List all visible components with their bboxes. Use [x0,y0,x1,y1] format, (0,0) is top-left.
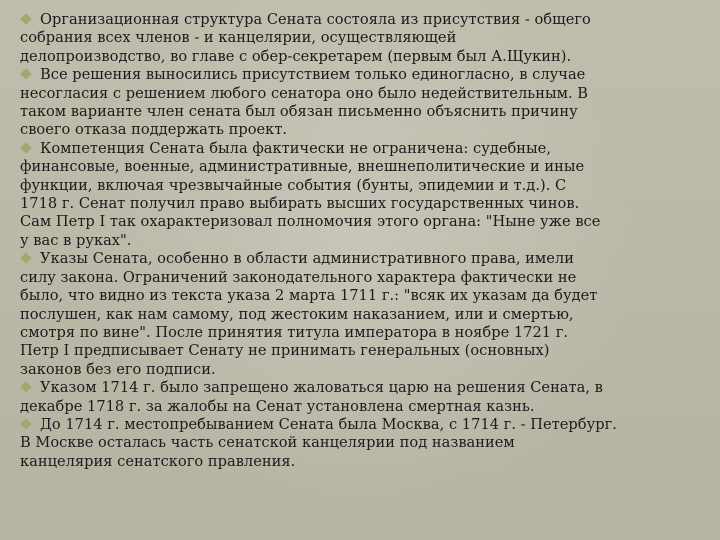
paragraph-line [20,140,704,158]
diamond-bullet-icon [20,69,31,80]
paragraph-text: Компетенция Сената была фактически не ограничена: судебные, [40,139,551,157]
diamond-bullet-icon [20,142,31,153]
paragraph-line: таком варианте член сената был обязан письменно объяснить причину [20,103,578,121]
paragraph-line: функции, включая чрезвычайные события (бунты, эпидемии и т.д.). С [20,176,567,194]
diamond-bullet-icon [20,381,31,392]
paragraph-line: собрания всех членов - и канцелярии, осуществляющей [20,29,457,47]
paragraph-line: 1718 г. Сенат получил право выбирать высших государственных чинов. [20,195,580,213]
paragraph-line: несогласия с решением любого сенатора оно было недействительным. В [20,84,589,102]
paragraph-line: послушен, как нам самому, под жестоким наказанием, или и смертью, [20,305,574,323]
paragraph-3 [20,140,704,250]
paragraph-text: Указы Сената, особенно в области административного права, имели [40,250,574,268]
paragraph-line [20,250,704,268]
paragraph-1 [20,11,704,66]
paragraph-line [20,379,704,397]
paragraph-line [20,66,704,84]
paragraph-line: смотря по вине". После принятия титула императора в ноябре 1721 г. [20,323,569,341]
paragraph-line: делопроизводство, во главе с обер-секретарем (первым был А.Щукин). [20,47,572,65]
paragraph-line: силу закона. Ограничений законодательного характера фактически не [20,268,577,286]
diamond-bullet-icon [20,418,31,429]
paragraph-6 [20,416,704,471]
paragraph-line: канцелярия сенатского правления. [20,452,296,470]
paragraph-line: законов без его подписи. [20,360,216,378]
paragraph-text: Организационная структура Сената состояла из присутствия - общего [40,11,591,28]
paragraph-line [20,416,704,434]
paragraph-2 [20,66,704,140]
paragraph-4 [20,250,704,379]
paragraph-text: Все решения выносились присутствием только единогласно, в случае [40,66,586,84]
paragraph-line [20,11,704,29]
paragraph-line: финансовые, военные, административные, внешнеполитические и иные [20,158,585,176]
paragraph-line: декабре 1718 г. за жалобы на Сенат установлена смертная казнь. [20,397,535,415]
paragraph-text: До 1714 г. местопребыванием Сената была Москва, с 1714 г. - Петербург. [40,415,617,433]
paragraph-line: у вас в руках". [20,231,132,249]
paragraph-line: Петр I предписывает Сенату не принимать генеральных (основных) [20,342,550,360]
paragraph-text: Указом 1714 г. было запрещено жаловаться царю на решения Сената, в [40,379,603,397]
diamond-bullet-icon [20,253,31,264]
paragraph-5 [20,379,704,416]
paragraph-line: Сам Петр I так охарактеризовал полномочия этого органа: "Ныне уже все [20,213,601,231]
paragraph-line: В Москве осталась часть сенатской канцелярии под названием [20,434,515,452]
slide-text-body [20,11,704,531]
diamond-bullet-icon [20,13,31,24]
paragraph-line: было, что видно из текста указа 2 марта 1711 г.: "всяк их указам да будет [20,287,598,305]
paragraph-line: своего отказа поддержать проект. [20,121,288,139]
